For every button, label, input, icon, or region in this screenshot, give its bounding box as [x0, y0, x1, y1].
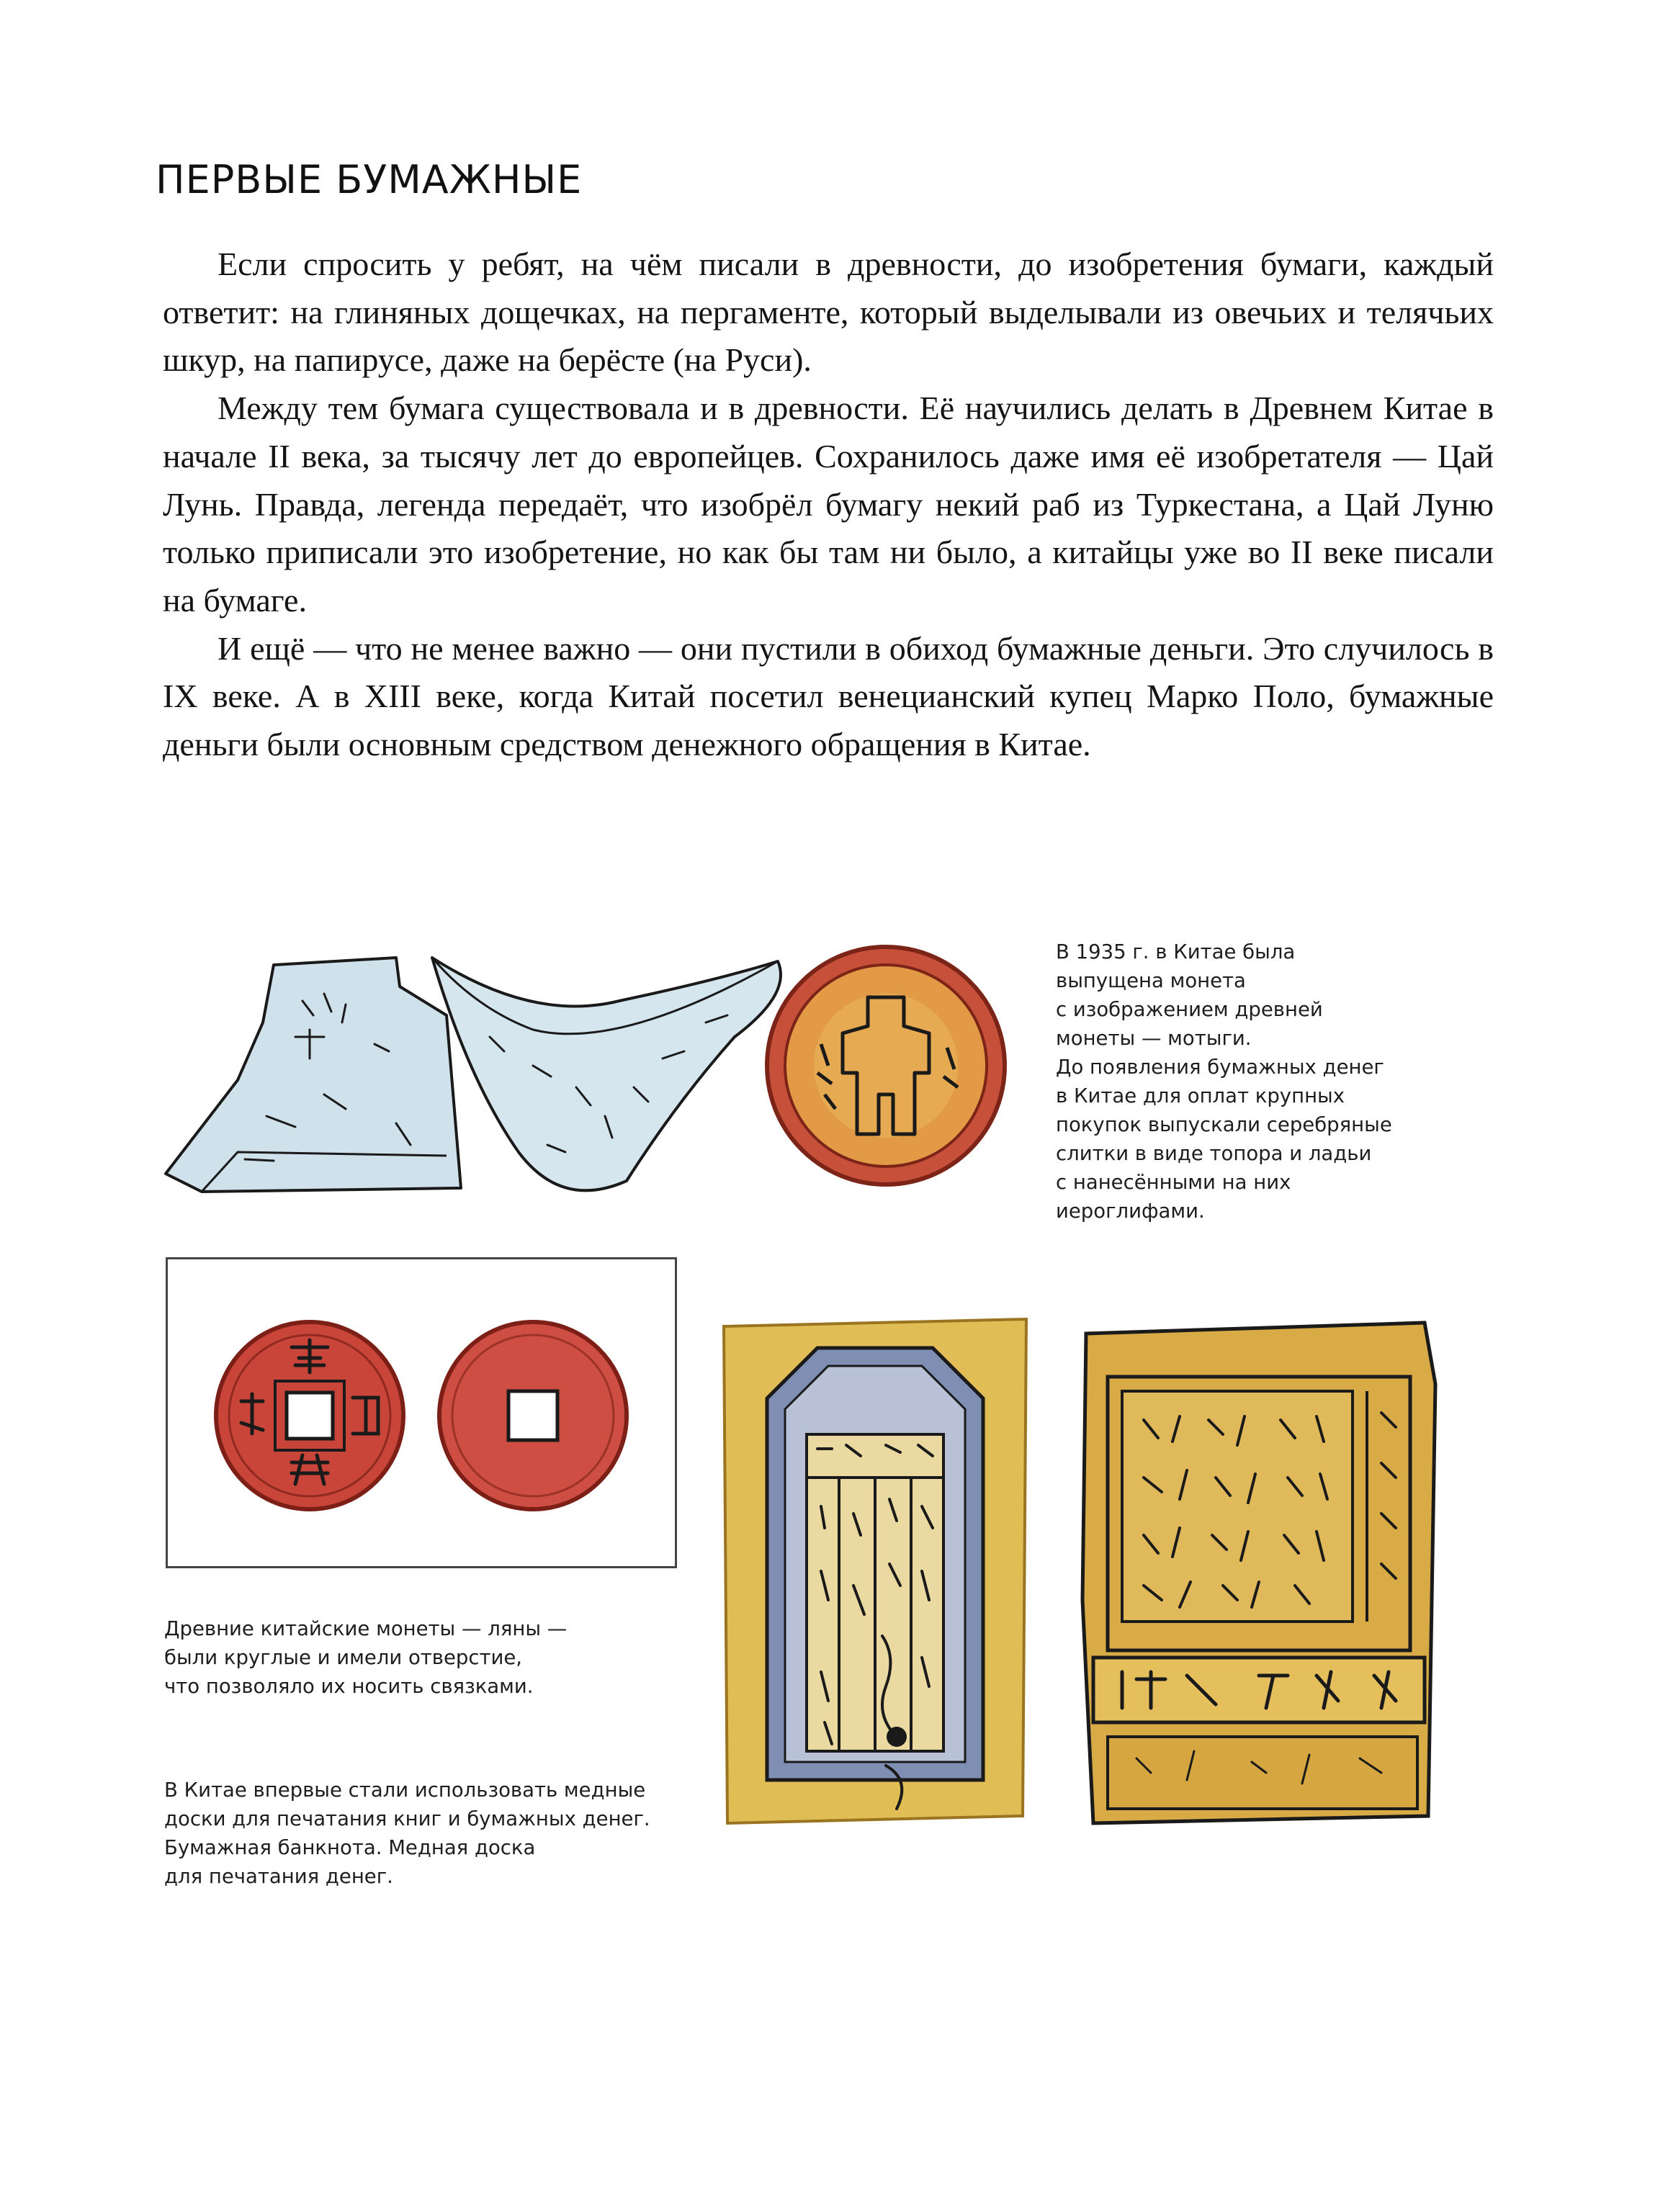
caption-line: Древние китайские монеты — ляны — — [164, 1617, 568, 1640]
printing-plates-caption — [164, 1776, 650, 1891]
ancient-coins-illustration — [166, 1257, 677, 1568]
caption-line: монеты — мотыги. — [1056, 1027, 1252, 1050]
printing-plate-illustration — [1072, 1312, 1446, 1830]
hoe-coin-image — [767, 947, 1005, 1184]
caption-line: в Китае для оплат крупных — [1056, 1084, 1345, 1107]
page-title: ПЕРВЫЕ БУМАЖНЫЕ — [156, 157, 583, 202]
axe-ingot-image — [166, 958, 461, 1192]
silver-ingots-caption — [1056, 938, 1392, 1226]
caption-line: с изображением древней — [1056, 998, 1323, 1021]
article-body — [163, 240, 1494, 769]
coin-back-image — [439, 1322, 627, 1509]
silver-ingots-illustration — [158, 936, 1008, 1210]
caption-line: иероглифами. — [1056, 1200, 1205, 1223]
ancient-coins-caption — [164, 1614, 567, 1701]
boat-ingot-image — [432, 958, 781, 1190]
caption-line: выпущена монета — [1056, 969, 1246, 992]
caption-line: покупок выпускали серебряные — [1056, 1113, 1392, 1136]
caption-line: До появления бумажных денег — [1056, 1056, 1384, 1079]
paper-banknote-illustration — [717, 1312, 1033, 1830]
paragraph: Если спросить у ребят, на чём писали в древности, до изобретения бумаги, каждый ответит: на глиняных дощечках, на пергаменте, который выделывали из овечьих и телячьих шкур, на папирусе, даже на берёсте (на Руси). — [163, 246, 1494, 379]
caption-line: доски для печатания книг и бумажных денег. — [164, 1807, 650, 1830]
caption-line: Бумажная банкнота. Медная доска — [164, 1836, 536, 1859]
caption-line: для печатания денег. — [164, 1865, 393, 1888]
caption-line: В 1935 г. в Китае была — [1056, 940, 1296, 963]
caption-line: были круглые и имели отверстие, — [164, 1646, 523, 1669]
caption-line: слитки в виде топора и ладьи — [1056, 1142, 1372, 1165]
paragraph: И ещё — что не менее важно — они пустили в обиход бумажные деньги. Это случилось в IX веке. А в XIII веке, когда Китай посетил венецианский купец Марко Поло, бумажные деньги были основным средством денежного обращения в Китае. — [163, 629, 1494, 763]
caption-line: что позволяло их носить связками. — [164, 1675, 534, 1698]
paragraph: Между тем бумага существовала и в древности. Её научились делать в Древнем Китае в начале II века, за тысячу лет до европейцев. Сохранилось даже имя её изобретателя — Цай Лунь. Правда, легенда передаёт, что изобрёл бумагу некий раб из Туркестана, а Цай Луню только приписали это изобретение, но как бы там ни было, а китайцы уже во II веке писали на бумаге. — [163, 390, 1494, 619]
coin-front-image — [216, 1322, 403, 1509]
caption-line: с нанесёнными на них — [1056, 1171, 1291, 1194]
caption-line: В Китае впервые стали использовать медные — [164, 1779, 646, 1802]
